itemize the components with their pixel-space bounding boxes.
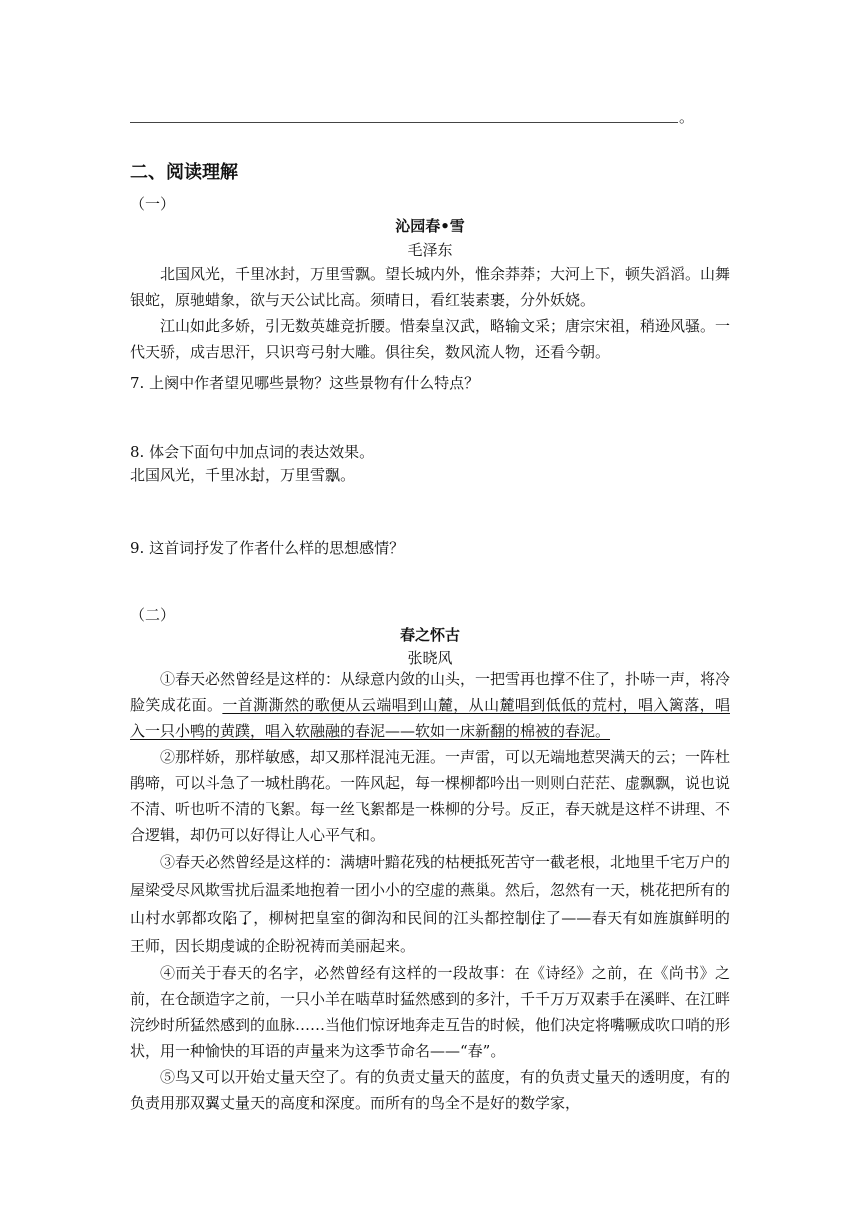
poem-title: 沁园春•雪 <box>395 217 465 235</box>
paragraph-1 <box>130 666 730 744</box>
poem-stanza-2: 江山如此多娇，引无数英雄竞折腰。惜秦皇汉武，略输文采；唐宗宋祖，稍逊风骚。一代天骄，成吉思汗，只识弯弓射大雕。俱往矣，数风流人物，还看今朝。 <box>130 317 731 361</box>
paragraph-1-text: ①春天必然曾经是这样的：从绿意内敛的山头，一把雪再也撑不住了，扑哧一声，将冷脸笑成花面。 <box>130 670 731 714</box>
dotted-word: 攻 <box>207 909 223 927</box>
paragraph-3-text: 住了——春天有如旌旗鲜明的王师，因长期虔诚的企盼祝祷而美丽起来。 <box>130 909 730 955</box>
dotted-word: 飘 <box>325 466 341 484</box>
question-7: 7. 上阕中作者望见哪些景物？这些景物有什么特点？ <box>130 374 480 392</box>
section-title: 二、阅读理解 <box>130 162 238 183</box>
essay-author: 张晓风 <box>407 649 453 667</box>
dotted-word: 封 <box>250 466 266 484</box>
paragraph-2: ②那样娇，那样敏感，却又那样混沌无涯。一声雷，可以无端地惹哭满天的云；一阵杜鹃啼，可以斗急了一城杜鹃花。一阵风起，每一棵柳都吟出一则则白茫茫、虚飘飘，说也说不清、听也听不清的飞絮。每一丝飞絮都是一株柳的分号。反正，春天就是这样不讲理、不合逻辑，却仍可以好得让人心平气和。 <box>130 748 731 844</box>
answer-line <box>130 108 678 123</box>
question-8-sentence <box>130 463 730 487</box>
paragraph-3-text: ③春天必然曾经是这样的：满塘叶黯花残的枯梗抵死苦守一截老根，北地里千宅万户的屋梁受尽风欺雪扰后温柔地抱着一团小小的空虚的燕巢。然后，忽然有一天，桃花把所有的山村水郭都 <box>130 853 731 927</box>
sentence-part: 。 <box>340 466 356 484</box>
sentence-part: ，万里雪 <box>265 466 326 484</box>
part2-label: （二） <box>130 606 176 624</box>
poem-stanza-1: 北国风光，千里冰封，万里雪飘。望长城内外，惟余莽莽；大河上下，顿失滔滔。山舞银蛇，原驰蜡象，欲与天公试比高。须晴日，看红装素裹，分外妖娆。 <box>130 265 731 309</box>
dotted-word: 制 <box>515 909 531 927</box>
dotted-word: 陷 <box>222 909 238 927</box>
poem-author: 毛泽东 <box>407 241 453 259</box>
dotted-word: 控 <box>499 909 516 927</box>
paragraph-5: ⑤鸟又可以开始丈量天空了。有的负责丈量天的蓝度，有的负责丈量天的透明度，有的负责用那双翼丈量天的高度和深度。而所有的鸟全不是好的数学家， <box>130 1068 731 1112</box>
underlined-sentence: 一首澌澌然的歌便从云端唱到山麓，从山麓唱到低低的荒村，唱入篱落，唱入一只小鸭的黄蹼，唱入软融融的春泥——软如一床新翻的棉被的春泥。 <box>130 696 730 740</box>
sentence-part: 北国风光，千里冰 <box>130 466 251 484</box>
answer-line-period: 。 <box>679 108 695 126</box>
paragraph-4: ④而关于春天的名字，必然曾经有这样的一段故事：在《诗经》之前，在《尚书》之前，在仓颉造字之前，一只小羊在啮草时猛然感到的多汁，千千万万双素手在溪畔、在江畔浣纱时所猛然感到的血脉……当他们惊讶地奔走互告的时候，他们决定将嘴噘成吹口哨的形状，用一种愉快的耳语的声量来为这季节命名——“春”。 <box>130 964 731 1060</box>
poem-body <box>130 261 730 365</box>
essay-title: 春之怀古 <box>399 626 460 644</box>
paragraph-3-text: 了，柳树把皇室的御沟和民间的江头都 <box>237 909 500 927</box>
question-8: 8. 体会下面句中加点词的表达效果。 <box>130 443 375 461</box>
essay-body <box>130 666 730 1116</box>
part1-label: （一） <box>130 195 176 213</box>
paragraph-3 <box>130 848 730 960</box>
question-9: 9. 这首词抒发了作者什么样的思想感情？ <box>130 539 405 557</box>
